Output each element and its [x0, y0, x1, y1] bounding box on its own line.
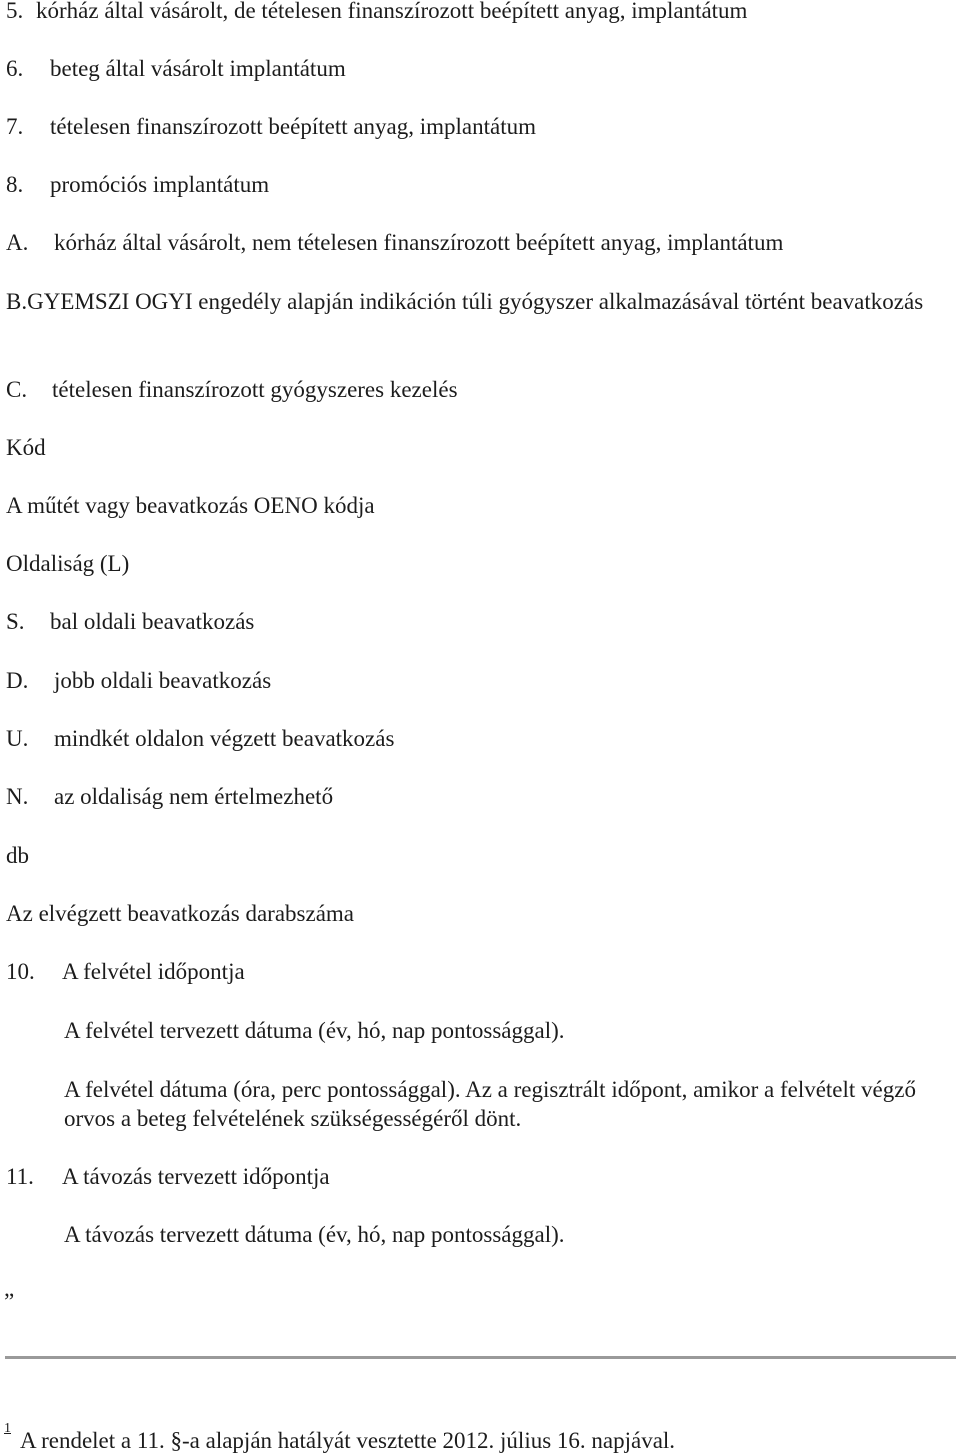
- section-11-heading: [6, 1162, 330, 1191]
- option-marker: U.: [6, 726, 29, 751]
- list-marker: 8.: [6, 172, 24, 197]
- list-item: [6, 112, 536, 141]
- list-text: kórház által vásárolt, de tételesen finanszírozott beépített anyag, implantátum: [36, 0, 748, 23]
- list-marker: 6.: [6, 56, 24, 81]
- option-marker: S.: [6, 609, 25, 634]
- list-item: [6, 287, 941, 316]
- option-marker: D.: [6, 668, 29, 693]
- section-10-paragraph: A felvétel tervezett dátuma (év, hó, nap pontossággal).: [64, 1018, 565, 1043]
- section-number: 10.: [6, 959, 35, 984]
- option-text: jobb oldali beavatkozás: [54, 668, 272, 693]
- list-item: [6, 170, 269, 199]
- list-marker: 5.: [6, 0, 24, 23]
- list-item: [6, 54, 346, 83]
- list-text: GYEMSZI OGYI engedély alapján indikáción túli gyógyszer alkalmazásával történt beavatkozás: [27, 289, 924, 314]
- list-marker: B.: [6, 289, 28, 314]
- section-number: 11.: [6, 1164, 34, 1189]
- section-title: A felvétel időpontja: [62, 959, 245, 984]
- section-10-heading: [6, 957, 245, 986]
- list-marker: C.: [6, 377, 28, 402]
- footnote-text: A rendelet a 11. §-a alapján hatályát vesztette 2012. július 16. napjával.: [20, 1428, 676, 1453]
- footnote-divider: [5, 1356, 956, 1359]
- list-text: beteg által vásárolt implantátum: [50, 56, 346, 81]
- list-text: promóciós implantátum: [50, 172, 270, 197]
- list-item: [6, 228, 783, 257]
- option-text: mindkét oldalon végzett beavatkozás: [54, 726, 395, 751]
- footnote-marker-link[interactable]: 1: [4, 1421, 11, 1436]
- oldalisag-option: [6, 724, 394, 753]
- closing-quote: „: [4, 1276, 15, 1301]
- list-marker: A.: [6, 230, 29, 255]
- db-description: Az elvégzett beavatkozás darabszáma: [6, 901, 354, 926]
- oldalisag-option: [6, 607, 254, 636]
- section-title: A távozás tervezett időpontja: [62, 1164, 330, 1189]
- list-text: kórház által vásárolt, nem tételesen finanszírozott beépített anyag, implantátum: [54, 230, 784, 255]
- oldalisag-option: [6, 666, 271, 695]
- option-text: az oldaliság nem értelmezhető: [54, 784, 334, 809]
- list-marker: 7.: [6, 114, 24, 139]
- list-text: tételesen finanszírozott beépített anyag, implantátum: [50, 114, 537, 139]
- option-text: bal oldali beavatkozás: [50, 609, 255, 634]
- list-item: [6, 0, 747, 25]
- oldalisag-option: [6, 782, 333, 811]
- kod-label: Kód: [6, 435, 46, 460]
- list-item: [6, 375, 458, 404]
- section-10-paragraph: A felvétel dátuma (óra, perc pontossággal). Az a regisztrált időpont, amikor a felvételt végző orvos a beteg felvételének szükségességéről dönt.: [64, 1077, 916, 1131]
- option-marker: N.: [6, 784, 29, 809]
- list-text: tételesen finanszírozott gyógyszeres kezelés: [52, 377, 458, 402]
- db-label: db: [6, 843, 29, 868]
- oldalisag-label: Oldaliság (L): [6, 551, 130, 576]
- kod-description: A műtét vagy beavatkozás OENO kódja: [6, 493, 375, 518]
- section-11-paragraph: A távozás tervezett dátuma (év, hó, nap pontossággal).: [64, 1222, 565, 1247]
